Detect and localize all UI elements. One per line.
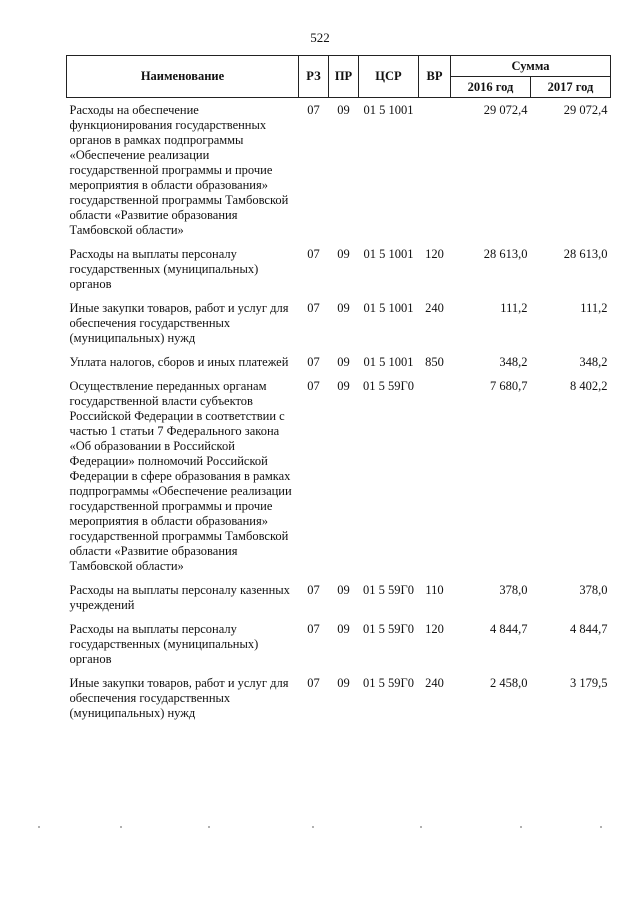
cell-vr [419, 98, 451, 243]
cell-sum-2017: 8 402,2 [570, 379, 608, 393]
cell-sum-2016: 7 680,7 [490, 379, 528, 393]
header-vr: ВР [419, 56, 451, 98]
scan-dot [120, 826, 122, 828]
cell-pr: 09 [337, 103, 350, 117]
table-body [67, 98, 611, 726]
cell-csr: 01 5 59Г0 [363, 583, 414, 597]
cell-sum-2016: 4 844,7 [490, 622, 528, 636]
header-pr: ПР [329, 56, 359, 98]
cell-pr: 09 [337, 301, 350, 315]
scan-dot [208, 826, 210, 828]
cell-name: Осуществление переданных органам государственной власти субъектов Российской Федерации в соответствии с частью 1 статьи 7 Федерального закона «Об образовании в Российской Федерации» полномочий Российской Федерации в сфере образования в рамках подпрограммы «Обеспечение реализации государственной программы и прочие мероприятия в области образования» государственной программы Тамбовской области «Развитие образования Тамбовской области» [69, 379, 292, 573]
cell-name: Расходы на выплаты персоналу казенных учреждений [69, 583, 290, 612]
cell-pr: 09 [337, 622, 350, 636]
table-row [67, 296, 611, 350]
cell-pr: 09 [337, 676, 350, 690]
cell-csr: 01 5 59Г0 [363, 379, 414, 393]
cell-sum-2017: 348,2 [579, 355, 608, 369]
header-csr: ЦСР [359, 56, 419, 98]
cell-sum-2016: 348,2 [499, 355, 528, 369]
cell-sum-2017: 28 613,0 [563, 247, 608, 261]
scan-dots [0, 826, 640, 828]
table-header [67, 56, 611, 98]
cell-sum-2017: 4 844,7 [570, 622, 608, 636]
table-row [67, 350, 611, 374]
cell-sum-2016: 111,2 [500, 301, 528, 315]
header-rz: РЗ [299, 56, 329, 98]
cell-rz: 07 [307, 583, 320, 597]
cell-vr: 240 [425, 301, 444, 315]
cell-pr: 09 [337, 355, 350, 369]
cell-vr [419, 374, 451, 578]
cell-rz: 07 [307, 355, 320, 369]
cell-vr: 120 [425, 247, 444, 261]
table-row [67, 374, 611, 578]
header-sum: Сумма [451, 56, 611, 77]
cell-rz: 07 [307, 247, 320, 261]
cell-sum-2016: 2 458,0 [490, 676, 528, 690]
table-row [67, 578, 611, 617]
cell-rz: 07 [307, 379, 320, 393]
cell-pr: 09 [337, 247, 350, 261]
cell-name: Расходы на выплаты персоналу государственных (муниципальных) органов [69, 247, 259, 291]
table-row [67, 242, 611, 296]
table-row [67, 98, 611, 243]
cell-sum-2016: 378,0 [499, 583, 528, 597]
cell-rz: 07 [307, 676, 320, 690]
cell-rz: 07 [307, 103, 320, 117]
scan-dot [38, 826, 40, 828]
cell-pr: 09 [337, 583, 350, 597]
cell-sum-2016: 29 072,4 [483, 103, 528, 117]
header-year-2017: 2017 год [531, 77, 611, 98]
cell-name: Иные закупки товаров, работ и услуг для обеспечения государственных (муниципальных) нужд [69, 676, 289, 720]
cell-csr: 01 5 1001 [363, 301, 414, 315]
cell-name: Расходы на выплаты персоналу государственных (муниципальных) органов [69, 622, 259, 666]
cell-csr: 01 5 1001 [363, 247, 414, 261]
cell-sum-2017: 111,2 [580, 301, 608, 315]
scan-dot [420, 826, 422, 828]
cell-vr: 110 [425, 583, 444, 597]
cell-vr: 240 [425, 676, 444, 690]
cell-name: Расходы на обеспечение функционирования государственных органов в рамках подпрограммы «Обеспечение реализации государственной программы и прочие мероприятия в области образования» государственной программы Тамбовской области «Развитие образования Тамбовской области» [69, 103, 289, 237]
table-row [67, 617, 611, 671]
cell-sum-2017: 29 072,4 [563, 103, 608, 117]
cell-sum-2017: 3 179,5 [570, 676, 608, 690]
cell-csr: 01 5 59Г0 [363, 676, 414, 690]
cell-rz: 07 [307, 301, 320, 315]
cell-vr: 850 [425, 355, 444, 369]
header-name: Наименование [67, 56, 299, 98]
cell-name: Уплата налогов, сборов и иных платежей [69, 355, 289, 369]
cell-csr: 01 5 1001 [363, 355, 414, 369]
scan-dot [520, 826, 522, 828]
cell-rz: 07 [307, 622, 320, 636]
page-number: 522 [310, 30, 330, 45]
table-row [67, 671, 611, 725]
header-year-2016: 2016 год [451, 77, 531, 98]
cell-vr: 120 [425, 622, 444, 636]
cell-name: Иные закупки товаров, работ и услуг для обеспечения государственных (муниципальных) нужд [69, 301, 289, 345]
cell-sum-2017: 378,0 [579, 583, 608, 597]
scan-dot [600, 826, 602, 828]
cell-pr: 09 [337, 379, 350, 393]
budget-table [66, 55, 611, 725]
scan-dot [312, 826, 314, 828]
cell-csr: 01 5 1001 [363, 103, 414, 117]
cell-sum-2016: 28 613,0 [483, 247, 528, 261]
cell-csr: 01 5 59Г0 [363, 622, 414, 636]
